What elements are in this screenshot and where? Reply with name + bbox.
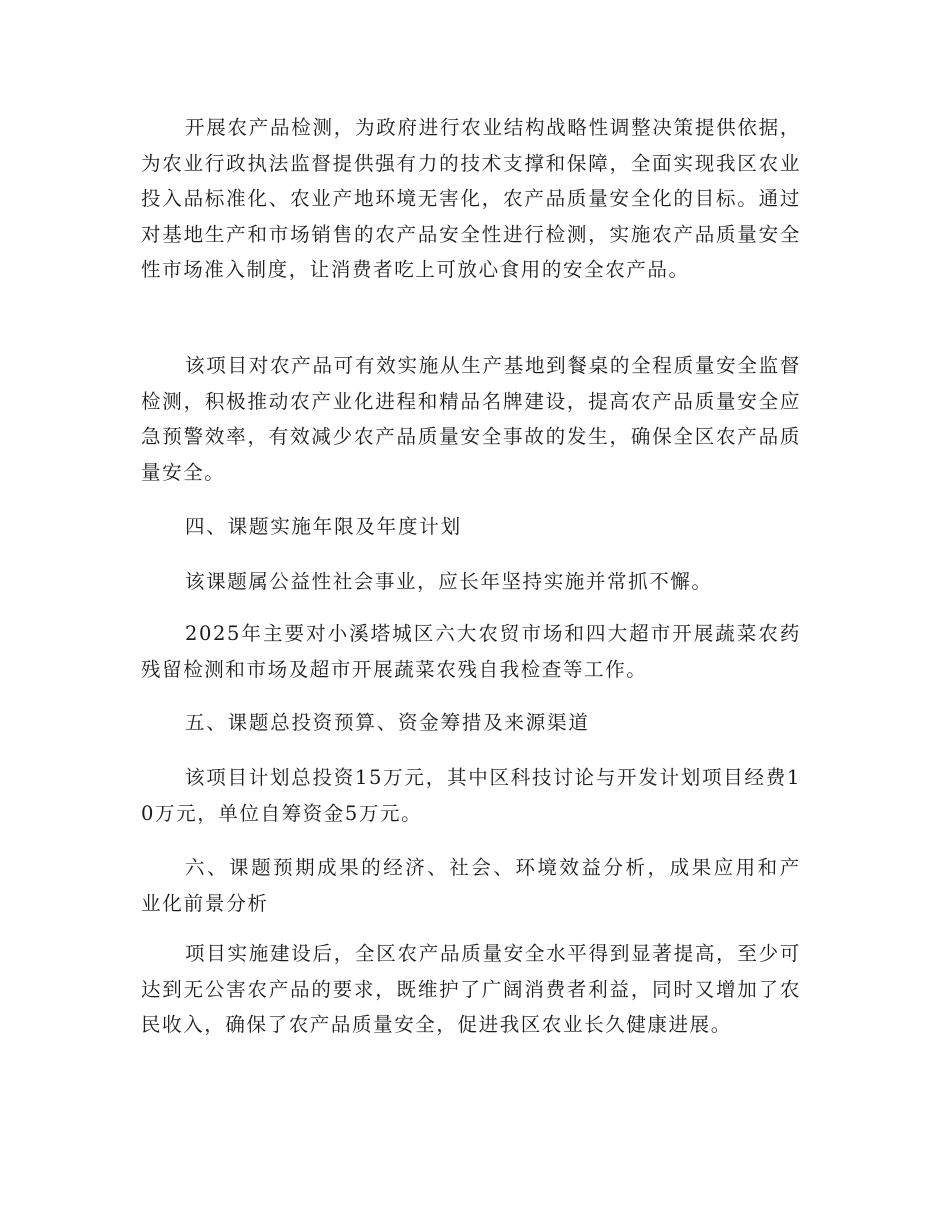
- paragraph-annual-plan: 2025年主要对小溪塔城区六大农贸市场和四大超市开展蔬菜农药残留检测和市场及超市开展蔬菜农残自我检查等工作。: [141, 622, 801, 681]
- paragraph-outcome-analysis: 项目实施建设后，全区农产品质量安全水平得到显著提高，至少可达到无公害农产品的要求，既维护了广阔消费者利益，同时又增加了农民收入，确保了农产品质量安全，促进我区农业长久健康进展。: [141, 942, 801, 1036]
- paragraph-investment-details: 该项目计划总投资15万元，其中区科技讨论与开发计划项目经费10万元，单位自筹资金5万元。: [141, 766, 801, 825]
- section-heading-investment-budget: 五、课题总投资预算、资金筹措及来源渠道: [185, 711, 590, 734]
- paragraph-supervision-benefits: 该项目对农产品可有效实施从生产基地到餐桌的全程质量安全监督检测，积极推动农产业化进程和精品名牌建设，提高农产品质量安全应急预警效率，有效减少农产品质量安全事故的发生，确保全区农产品质量安全。: [141, 354, 801, 484]
- paragraph-testing-purpose: 开展农产品检测，为政府进行农业结构战略性调整决策提供依据，为农业行政执法监督提供强有力的技术支撑和保障，全面实现我区农业投入品标准化、农业产地环境无害化，农产品质量安全化的目标。通过对基地生产和市场销售的农产品安全性进行检测，实施农产品质量安全性市场准入制度，让消费者吃上可放心食用的安全农产品。: [141, 116, 801, 281]
- section-heading-expected-outcomes: 六、课题预期成果的经济、社会、环境效益分析，成果应用和产业化前景分析: [141, 856, 801, 915]
- section-heading-implementation-period: 四、课题实施年限及年度计划: [185, 515, 462, 538]
- paragraph-public-welfare: 该课题属公益性社会事业，应长年坚持实施并常抓不懈。: [185, 570, 713, 593]
